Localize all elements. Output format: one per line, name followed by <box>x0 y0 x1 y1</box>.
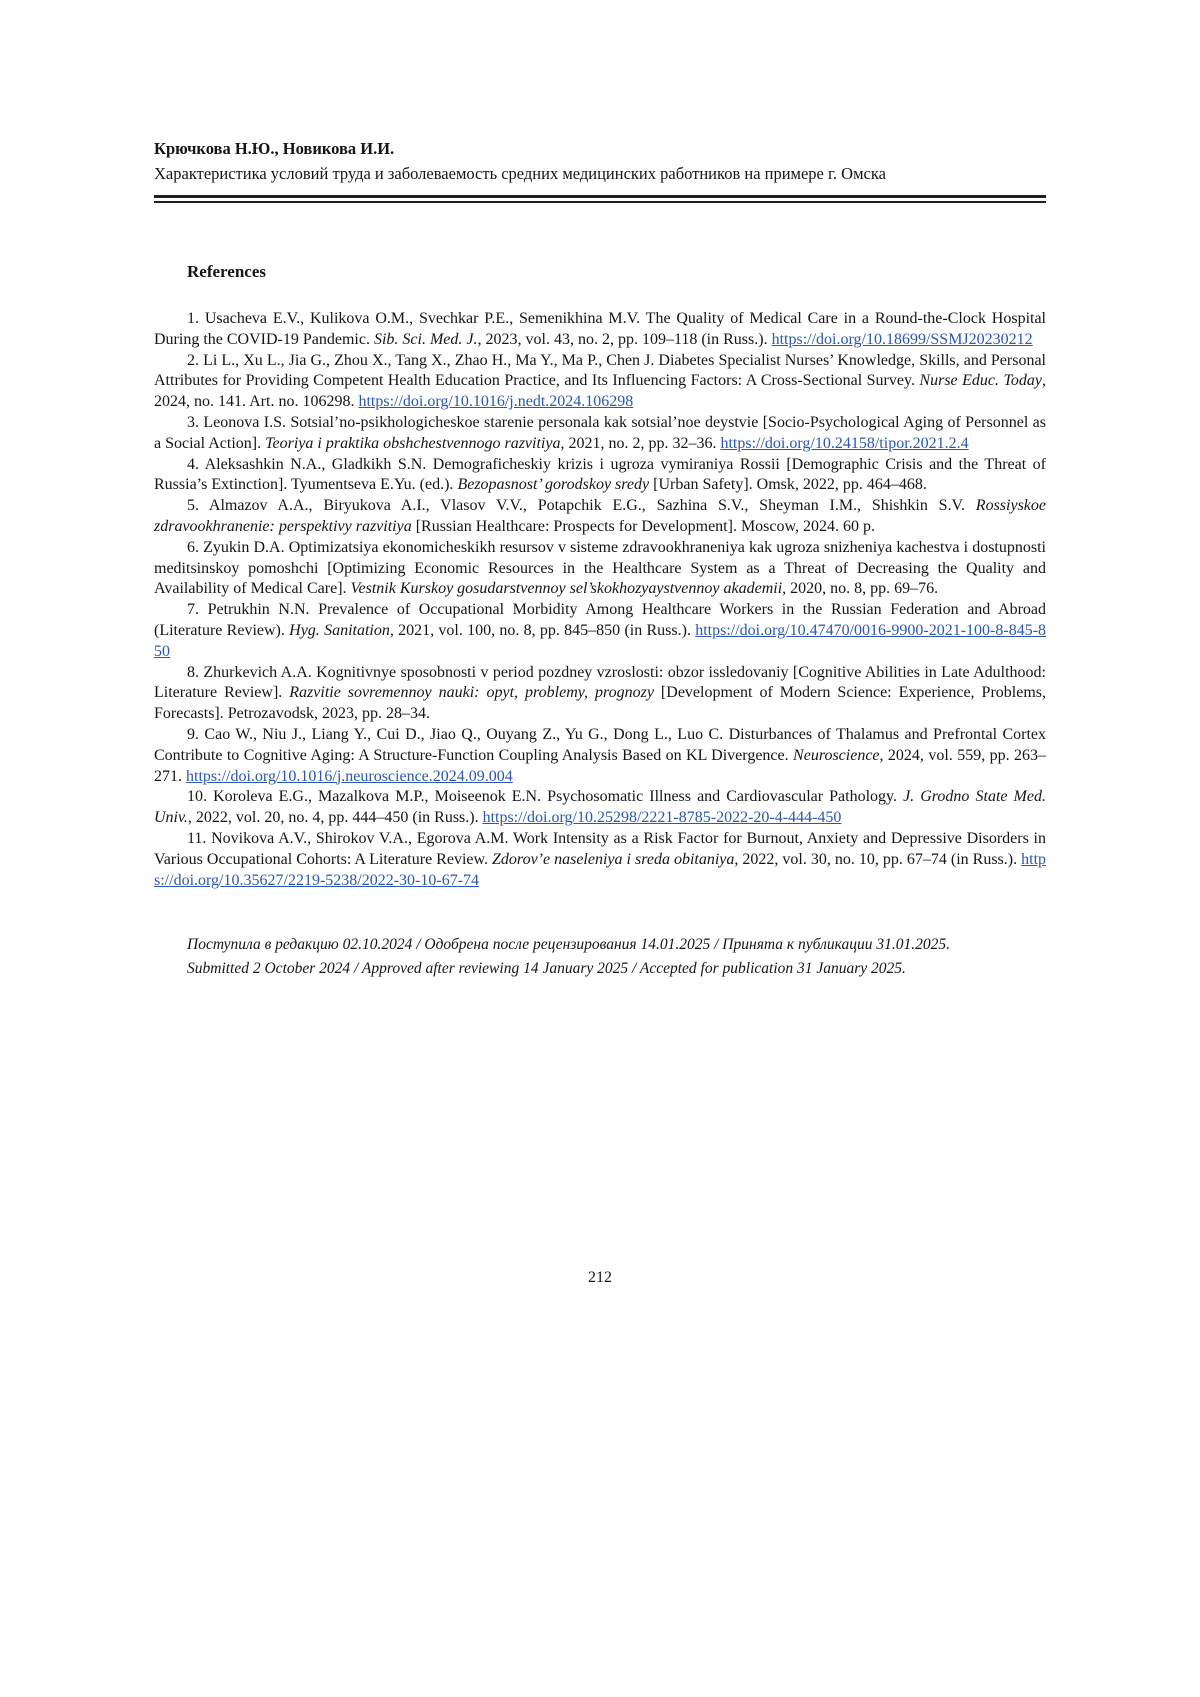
doi-link[interactable]: https://doi.org/10.24158/tipor.2021.2.4 <box>720 434 969 452</box>
reference-text: , 2024, no. 141. Art. no. 106298. <box>154 372 1046 411</box>
journal-title: J. Grodno State Med. Univ. <box>154 788 1046 827</box>
reference-text: [Urban Safety]. Omsk, 2022, pp. 464–468. <box>649 476 927 494</box>
references-heading: References <box>187 262 266 281</box>
reference-text: 3. Leonova I.S. Sotsial’no-psikhologicheskoe starenie personala kak sotsial’noe deystvie [Socio-Psychological Aging of Personnel as a Social Action]. <box>154 413 1046 452</box>
reference-text: 1. Usacheva E.V., Kulikova O.M., Svechkar P.E., Semenikhina M.V. The Quality of Medical Care in a Round-the-Clock Hospital During the COVID-19 Pandemic. <box>154 310 1046 348</box>
journal-title: Rossiyskoe zdravookhranenie: perspektivy razvitiya <box>154 497 1046 535</box>
doi-link[interactable]: https://doi.org/10.18699/SSMJ20230212 <box>771 330 1033 348</box>
reference-item <box>154 351 1046 413</box>
reference-text: 9. Cao W., Niu J., Liang Y., Cui D., Jiao Q., Ouyang Z., Yu G., Dong L., Luo C. Disturbances of Thalamus and Prefrontal Cortex Contribute to Cognitive Aging: A Structure-Function Coupling Analysis Based on KL Divergence. <box>154 725 1046 764</box>
reference-item <box>154 725 1046 787</box>
doi-link[interactable]: https://doi.org/10.1016/j.neuroscience.2024.09.004 <box>186 767 513 785</box>
reference-text: 11. Novikova A.V., Shirokov V.A., Egorova A.M. Work Intensity as a Risk Factor for Burnout, Anxiety and Depressive Disorders in Various Occupational Cohorts: A Literature Review. <box>154 829 1046 868</box>
header-double-rule <box>154 195 1046 203</box>
doi-link[interactable]: https://doi.org/10.35627/2219-5238/2022-30-10-67-74 <box>154 850 1047 889</box>
journal-title: Teoriya i praktika obshchestvennogo razvitiya <box>265 434 561 452</box>
reference-item <box>154 496 1046 538</box>
reference-text: , 2022, vol. 30, no. 10, pp. 67–74 (in Russ.). <box>734 850 1022 868</box>
reference-text: 2. Li L., Xu L., Jia G., Zhou X., Tang X., Zhao H., Ma Y., Ma P., Chen J. Diabetes Specialist Nurses’ Knowledge, Skills, and Personal Attributes for Providing Competent Health Education Practice, and Its Influencing Factors: A Cross-Sectional Survey. <box>154 351 1046 390</box>
reference-text: 6. Zyukin D.A. Optimizatsiya ekonomicheskikh resursov v sisteme zdravookhraneniya kak ugroza snizheniya kachestva i dostupnosti meditsinskoy pomoshchi [Optimizing Economic Resources in the Healthcare System as a Threat of Decreasing the Quality and Availability of Medical Care]. <box>154 538 1046 598</box>
journal-title: Sib. Sci. Med. J. <box>373 330 478 348</box>
reference-item <box>154 663 1046 725</box>
reference-text: 7. Petrukhin N.N. Prevalence of Occupational Morbidity Among Healthcare Workers in the Russian Federation and Abroad (Literature Review). <box>154 601 1046 639</box>
reference-text: 10. Koroleva E.G., Mazalkova M.P., Moiseenok E.N. Psychosomatic Illness and Cardiovascular Pathology. <box>187 788 904 806</box>
page-header <box>154 138 1046 203</box>
header-article-title: Характеристика условий труда и заболеваемость средних медицинских работников на примере г. Омска <box>154 164 886 183</box>
reference-item <box>154 787 1046 829</box>
reference-item <box>154 600 1046 662</box>
journal-title: Razvitie sovremennoy nauki: opyt, problemy, prognozy <box>289 684 654 702</box>
reference-item <box>154 538 1046 600</box>
reference-item <box>154 455 1046 497</box>
doi-link[interactable]: https://doi.org/10.25298/2221-8785-2022-20-4-444-450 <box>482 809 842 827</box>
journal-title: Neuroscience <box>793 746 880 764</box>
doi-link[interactable]: https://doi.org/10.1016/j.nedt.2024.106298 <box>358 393 634 411</box>
reference-text: , 2021, no. 2, pp. 32–36. <box>560 434 721 452</box>
page-number: 212 <box>588 1269 612 1287</box>
reference-text: , 2023, vol. 43, no. 2, pp. 109–118 (in Russ.). <box>477 330 772 348</box>
reference-text: , 2021, vol. 100, no. 8, pp. 845–850 (in Russ.). <box>389 621 696 639</box>
reference-text: [Russian Healthcare: Prospects for Development]. Moscow, 2024. 60 p. <box>411 517 876 535</box>
reference-item <box>154 413 1046 455</box>
submission-dates-en: Submitted 2 October 2024 / Approved after reviewing 14 January 2025 / Accepted for publication 31 January 2025. <box>187 960 906 978</box>
reference-text: 8. Zhurkevich A.A. Kognitivnye sposobnosti v period pozdney vzroslosti: obzor issledovaniy [Cognitive Abilities in Late Adulthood: Literature Review]. <box>154 663 1046 702</box>
reference-text: , 2022, vol. 20, no. 4, pp. 444–450 (in Russ.). <box>187 809 483 827</box>
journal-title: Nurse Educ. Today <box>919 372 1042 390</box>
journal-title: Vestnik Kurskoy gosudarstvennoy sel’skokhozyaystvennoy akademii <box>350 580 783 598</box>
journal-title: Bezopasnost’ gorodskoy sredy <box>457 476 650 494</box>
journal-title: Hyg. Sanitation <box>289 621 390 639</box>
submission-dates-block <box>154 933 1046 981</box>
reference-item <box>154 829 1046 891</box>
reference-text: 5. Almazov A.A., Biryukova A.I., Vlasov V.V., Potapchik E.G., Sazhina S.V., Sheyman I.M., Shishkin S.V. <box>187 497 976 515</box>
header-authors: Крючкова Н.Ю., Новикова И.И. <box>154 139 395 158</box>
reference-text: 4. Aleksashkin N.A., Gladkikh S.N. Demograficheskiy krizis i ugroza vymiraniya Rossii [Demographic Crisis and the Threat of Russia’s Extinction]. Tyumentseva E.Yu. (ed.). <box>154 455 1046 494</box>
journal-title: Zdorov’e naseleniya i sreda obitaniya <box>492 850 735 868</box>
reference-text: [Development of Modern Science: Experience, Problems, Forecasts]. Petrozavodsk, 2023, pp. 28–34. <box>154 684 1046 723</box>
reference-item <box>154 309 1046 351</box>
submission-dates-ru: Поступила в редакцию 02.10.2024 / Одобрена после рецензирования 14.01.2025 / Принята к публикации 31.01.2025. <box>187 936 950 954</box>
doi-link[interactable]: https://doi.org/10.47470/0016-9900-2021-100-8-845-850 <box>154 621 1047 660</box>
reference-text: , 2024, vol. 559, pp. 263–271. <box>154 746 1047 785</box>
references-list <box>154 309 1046 891</box>
reference-text: , 2020, no. 8, pp. 69–76. <box>782 580 939 598</box>
